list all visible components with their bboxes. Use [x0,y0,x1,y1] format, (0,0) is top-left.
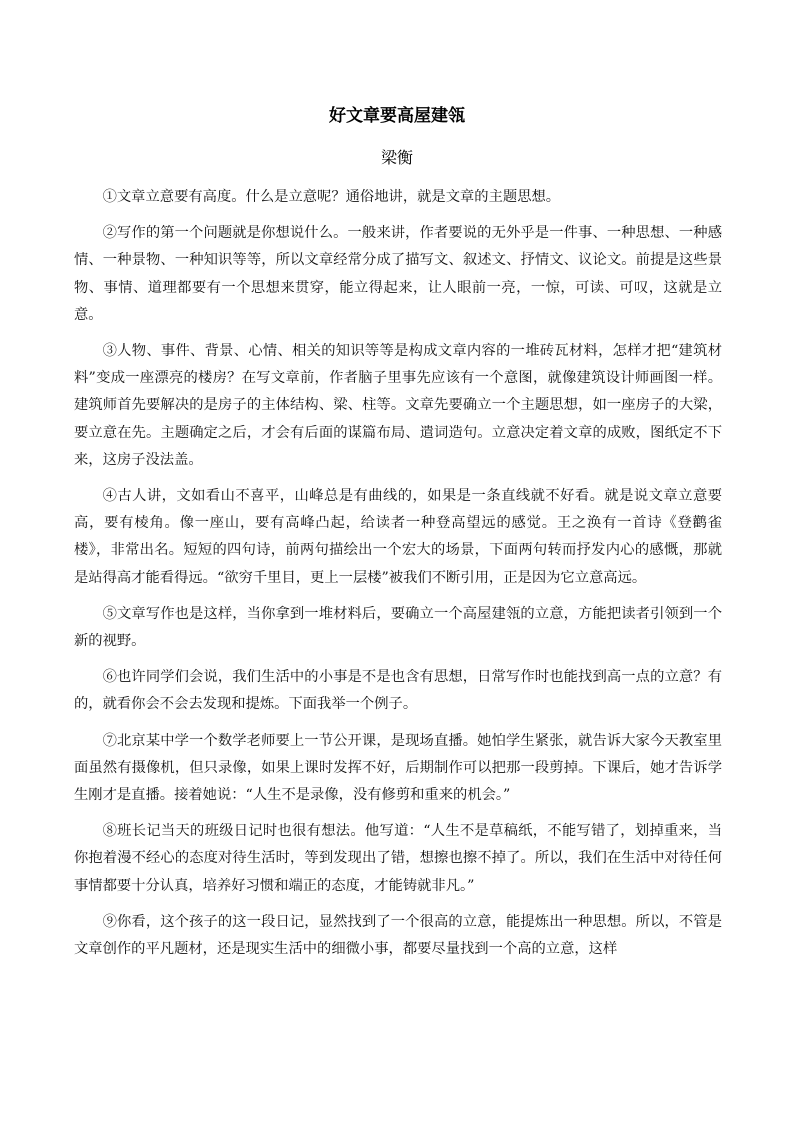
paragraph-7: ⑦北京某中学一个数学老师要上一节公开课，是现场直播。她怕学生紧张，就告诉大家今天教室里面虽然有摄像机，但只录像，如果上课时发挥不好，后期制作可以把那一段剪掉。下课后，她才告诉学生刚才是直播。接着她说：“人生不是录像，没有修剪和重来的机会。” [74,732,722,804]
paragraph-3: ③人物、事件、背景、心情、相关的知识等等是构成文章内容的一堆砖瓦材料，怎样才把“建筑材料”变成一座漂亮的楼房？在写文章前，作者脑子里事先应该有一个意图，就像建筑设计师画图一样。建筑师首先要解决的是房子的主体结构、梁、柱等。文章先要确立一个主题思想，如一座房子的大梁，要立意在先。主题确定之后，才会有后面的谋篇布局、遣词造句。立意决定着文章的成败，图纸定不下来，这房子没法盖。 [74,343,722,468]
paragraph-1: ①文章立意要有高度。什么是立意呢？通俗地讲，就是文章的主题思想。 [102,189,561,205]
article-body [74,184,722,972]
paragraph-5: ⑤文章写作也是这样，当你拿到一堆材料后，要确立一个高屋建瓴的立意，方能把读者引领到一个新的视野。 [74,605,722,650]
article-title: 好文章要高屋建瓴 [329,106,465,126]
paragraph-2: ②写作的第一个问题就是你想说什么。一般来讲，作者要说的无外乎是一件事、一种思想、一种感情、一种景物、一种知识等等，所以文章经常分成了描写文、叙述文、抒情文、议论文。前提是这些景物、事情、道理都要有一个思想来贯穿，能立得起来，让人眼前一亮，一惊，可读、可叹，这就是立意。 [74,225,722,323]
article-author: 梁衡 [380,148,413,167]
paragraph-4: ④古人讲，文如看山不喜平，山峰总是有曲线的，如果是一条直线就不好看。就是说文章立意要高，要有棱角。像一座山，要有高峰凸起，给读者一种登高望远的感觉。王之涣有一首诗《登鹳雀楼》，非常出名。短短的四句诗，前两句描绘出一个宏大的场景，下面两句转而抒发内心的感慨，那就是站得高才能看得远。“欲穷千里目，更上一层楼”被我们不断引用，正是因为它立意高远。 [74,488,722,586]
paragraph-9: ⑨你看，这个孩子的这一段日记，显然找到了一个很高的立意，能提炼出一种思想。所以，不管是文章创作的平凡题材，还是现实生活中的细微小事，都要尽量找到一个高的立意，这样 [74,913,722,958]
paragraph-6: ⑥也许同学们会说，我们生活中的小事是不是也含有思想，日常写作时也能找到高一点的立意？有的，就看你会不会去发现和提炼。下面我举一个例子。 [74,669,722,713]
paragraph-8: ⑧班长记当天的班级日记时也很有想法。他写道：“人生不是草稿纸，不能写错了，划掉重来，当你抱着漫不经心的态度对待生活时，等到发现出了错，想擦也擦不掉了。所以，我们在生活中对待任何事情都要十分认真，培养好习惯和端正的态度，才能铸就非凡。” [74,823,722,894]
